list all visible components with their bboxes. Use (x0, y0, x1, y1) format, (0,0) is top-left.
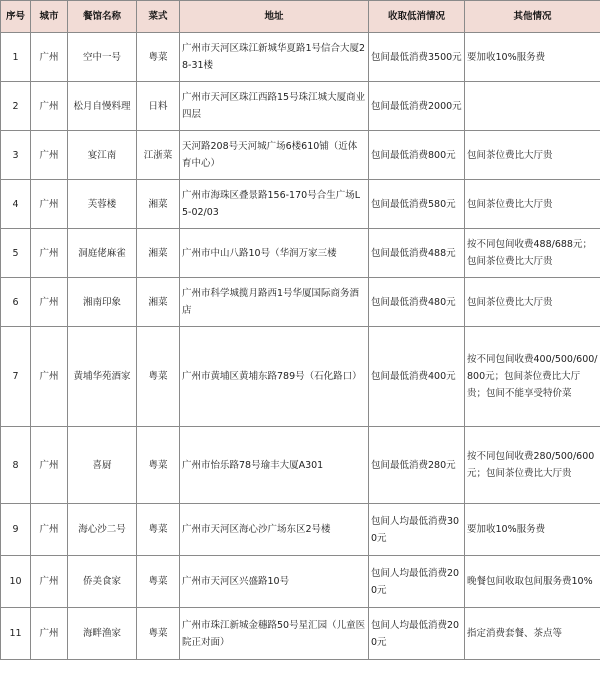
cell-other: 晚餐包间收取包间服务费10% (465, 556, 600, 608)
cell-other (465, 82, 600, 131)
cell-cuisine: 湘菜 (137, 278, 180, 327)
header-other: 其他情况 (465, 1, 600, 33)
cell-name: 洞庭佬麻雀 (68, 229, 137, 278)
cell-cuisine: 湘菜 (137, 229, 180, 278)
cell-cuisine: 粤菜 (137, 327, 180, 427)
cell-city: 广州 (31, 608, 68, 660)
cell-other: 要加收10%服务费 (465, 33, 600, 82)
cell-no: 9 (1, 504, 31, 556)
header-min-spend: 收取低消情况 (369, 1, 465, 33)
cell-name: 海心沙二号 (68, 504, 137, 556)
cell-cuisine: 粤菜 (137, 556, 180, 608)
cell-city: 广州 (31, 33, 68, 82)
header-row (1, 1, 600, 33)
cell-no: 11 (1, 608, 31, 660)
table-row (1, 278, 600, 327)
cell-address: 广州市海珠区叠景路156-170号合生广场L5-02/03 (180, 180, 369, 229)
cell-name: 湘南印象 (68, 278, 137, 327)
cell-min-spend: 包间最低消费488元 (369, 229, 465, 278)
cell-name: 侨美食家 (68, 556, 137, 608)
cell-no: 2 (1, 82, 31, 131)
cell-city: 广州 (31, 180, 68, 229)
cell-no: 5 (1, 229, 31, 278)
cell-city: 广州 (31, 556, 68, 608)
cell-cuisine: 粤菜 (137, 33, 180, 82)
cell-cuisine: 粤菜 (137, 504, 180, 556)
cell-name: 喜厨 (68, 427, 137, 504)
cell-city: 广州 (31, 131, 68, 180)
cell-address: 天河路208号天河城广场6楼610铺（近体育中心） (180, 131, 369, 180)
cell-address: 广州市天河区兴盛路10号 (180, 556, 369, 608)
header-city: 城市 (31, 1, 68, 33)
cell-city: 广州 (31, 327, 68, 427)
cell-no: 6 (1, 278, 31, 327)
cell-other: 包间茶位费比大厅贵 (465, 278, 600, 327)
cell-cuisine: 日料 (137, 82, 180, 131)
cell-address: 广州市中山八路10号（华润万家三楼 (180, 229, 369, 278)
header-name: 餐馆名称 (68, 1, 137, 33)
cell-no: 7 (1, 327, 31, 427)
table-row (1, 327, 600, 427)
cell-cuisine: 江浙菜 (137, 131, 180, 180)
table-row (1, 427, 600, 504)
cell-min-spend: 包间最低消费400元 (369, 327, 465, 427)
cell-min-spend: 包间最低消费800元 (369, 131, 465, 180)
table-row (1, 504, 600, 556)
header-cuisine: 菜式 (137, 1, 180, 33)
cell-other: 指定消费套餐、茶点等 (465, 608, 600, 660)
cell-address: 广州市天河区珠江西路15号珠江城大厦商业四层 (180, 82, 369, 131)
cell-name: 芙蓉楼 (68, 180, 137, 229)
header-no: 序号 (1, 1, 31, 33)
table-row (1, 608, 600, 660)
cell-name: 松月自慢料理 (68, 82, 137, 131)
cell-min-spend: 包间最低消费2000元 (369, 82, 465, 131)
cell-other: 按不同包间收费280/500/600元；包间茶位费比大厅贵 (465, 427, 600, 504)
table-row (1, 180, 600, 229)
cell-no: 3 (1, 131, 31, 180)
cell-min-spend: 包间人均最低消费200元 (369, 608, 465, 660)
cell-address: 广州市黄埔区黄埔东路789号（石化路口） (180, 327, 369, 427)
cell-min-spend: 包间人均最低消费300元 (369, 504, 465, 556)
cell-no: 1 (1, 33, 31, 82)
cell-city: 广州 (31, 229, 68, 278)
cell-other: 包间茶位费比大厅贵 (465, 131, 600, 180)
cell-other: 要加收10%服务费 (465, 504, 600, 556)
cell-address: 广州市天河区海心沙广场东区2号楼 (180, 504, 369, 556)
cell-cuisine: 湘菜 (137, 180, 180, 229)
cell-name: 空中一号 (68, 33, 137, 82)
cell-city: 广州 (31, 278, 68, 327)
cell-city: 广州 (31, 504, 68, 556)
cell-address: 广州市珠江新城金穗路50号星汇园（儿童医院正对面） (180, 608, 369, 660)
cell-min-spend: 包间最低消费480元 (369, 278, 465, 327)
cell-name: 宴江南 (68, 131, 137, 180)
cell-cuisine: 粤菜 (137, 608, 180, 660)
cell-address: 广州市怡乐路78号瑜丰大厦A301 (180, 427, 369, 504)
header-address: 地址 (180, 1, 369, 33)
cell-no: 10 (1, 556, 31, 608)
cell-min-spend: 包间最低消费580元 (369, 180, 465, 229)
cell-cuisine: 粤菜 (137, 427, 180, 504)
cell-address: 广州市天河区珠江新城华夏路1号信合大厦28-31楼 (180, 33, 369, 82)
cell-min-spend: 包间人均最低消费200元 (369, 556, 465, 608)
table-row (1, 82, 600, 131)
table-row (1, 131, 600, 180)
cell-other: 包间茶位费比大厅贵 (465, 180, 600, 229)
cell-no: 8 (1, 427, 31, 504)
cell-address: 广州市科学城揽月路西1号华厦国际商务酒店 (180, 278, 369, 327)
table-row (1, 229, 600, 278)
cell-city: 广州 (31, 82, 68, 131)
cell-min-spend: 包间最低消费3500元 (369, 33, 465, 82)
cell-city: 广州 (31, 427, 68, 504)
table-row (1, 33, 600, 82)
cell-other: 按不同包间收费400/500/600/800元；包间茶位费比大厅贵；包间不能享受特价菜 (465, 327, 600, 427)
cell-name: 黄埔华苑酒家 (68, 327, 137, 427)
cell-other: 按不同包间收费488/688元；包间茶位费比大厅贵 (465, 229, 600, 278)
cell-name: 海畔渔家 (68, 608, 137, 660)
table-row (1, 556, 600, 608)
cell-no: 4 (1, 180, 31, 229)
cell-min-spend: 包间最低消费280元 (369, 427, 465, 504)
